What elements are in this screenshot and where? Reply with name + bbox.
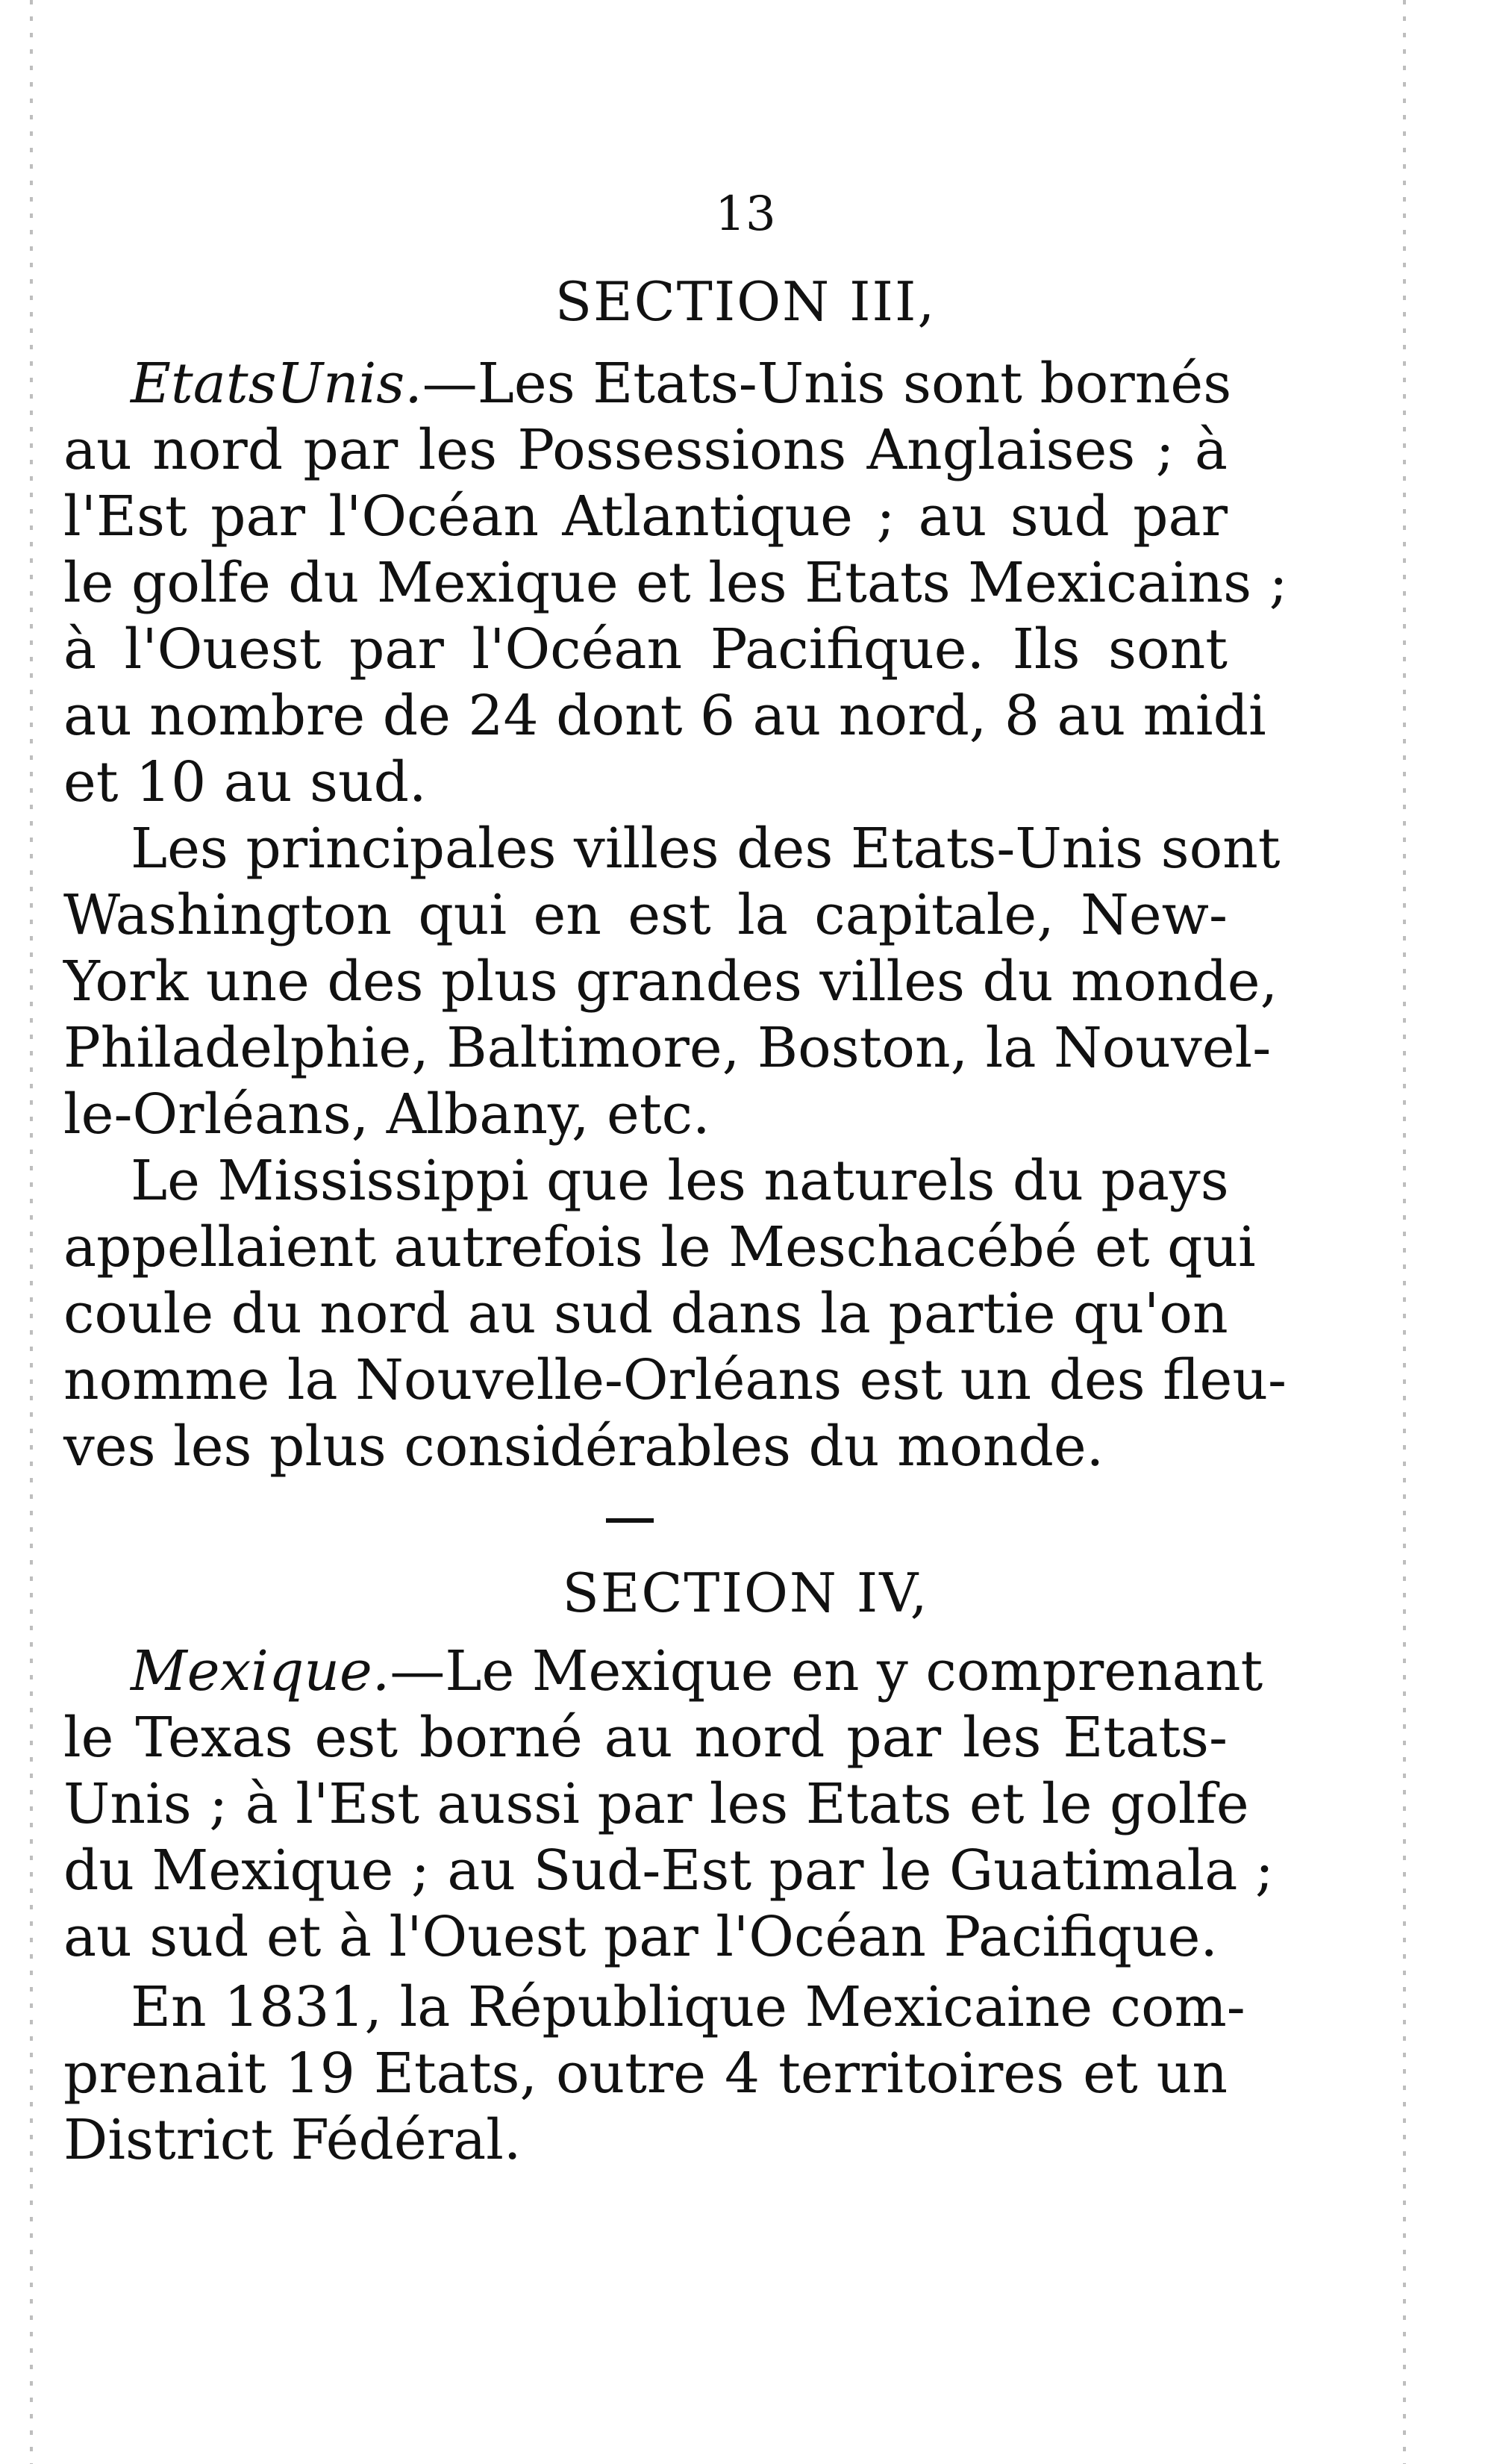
text-line: Le Mississippi que les naturels du pays [131, 1149, 1229, 1213]
text-line: au sud et à l'Ouest par l'Océan Pacifique. [63, 1905, 1218, 1969]
text-line: et 10 au sud. [63, 750, 427, 814]
text-line: appellaient autrefois le Meschacébé et qui [63, 1215, 1256, 1279]
scan-edge-left [30, 0, 33, 2464]
text-line: District Fédéral. [63, 2108, 522, 2172]
text-line: au nord par les Possessions Anglaises ; à [63, 418, 1228, 482]
section-divider [606, 1518, 654, 1523]
section-iv-paragraph-1 [63, 1638, 1274, 1971]
text-line: le-Orléans, Albany, etc. [63, 1082, 710, 1147]
text-line: Les principales villes des Etats-Unis sont [131, 817, 1281, 881]
section-iii-paragraph-2 [63, 816, 1281, 1148]
text-line: à l'Ouest par l'Océan Pacifique. Ils sont [63, 617, 1228, 682]
section-iv-heading: SECTION IV, [562, 1562, 929, 1624]
text-line: Washington qui en est la capitale, New- [63, 883, 1228, 947]
text-line: l'Est par l'Océan Atlantique ; au sud par [63, 484, 1228, 549]
text-line: nomme la Nouvelle-Orléans est un des fleu- [63, 1348, 1287, 1412]
text-line: le Texas est borné au nord par les Etats- [63, 1706, 1228, 1770]
text-line: Mexique.—Le Mexique en y comprenant [131, 1639, 1263, 1703]
section-iii-lead: EtatsUnis. [131, 352, 422, 416]
text-line: au nombre de 24 dont 6 au nord, 8 au midi [63, 684, 1266, 748]
section-iii-paragraph-3 [63, 1148, 1287, 1480]
text-line: coule du nord au sud dans la partie qu'on [63, 1282, 1228, 1346]
section-iii-paragraph-1 [63, 351, 1288, 816]
text-line: le golfe du Mexique et les Etats Mexicains ; [63, 551, 1288, 615]
text-line: En 1831, la République Mexicaine com- [131, 1975, 1245, 2039]
text-line: prenait 19 Etats, outre 4 territoires et un [63, 2042, 1228, 2106]
text-line: du Mexique ; au Sud-Est par le Guatimala ; [63, 1838, 1274, 1903]
text-line: York une des plus grandes villes du monde, [63, 949, 1278, 1014]
section-iv-lead: Mexique. [131, 1639, 390, 1703]
section-iv-paragraph-2 [63, 1974, 1245, 2174]
scan-edge-right [1403, 0, 1406, 2464]
section-iii-heading: SECTION III, [554, 270, 937, 333]
page-number: 13 [715, 187, 776, 242]
text-line: EtatsUnis.—Les Etats-Unis sont bornés [131, 352, 1232, 416]
text-line: Philadelphie, Baltimore, Boston, la Nouvel- [63, 1016, 1272, 1080]
text-line: ves les plus considérables du monde. [63, 1415, 1104, 1479]
text-line: Unis ; à l'Est aussi par les Etats et le golfe [63, 1772, 1249, 1836]
